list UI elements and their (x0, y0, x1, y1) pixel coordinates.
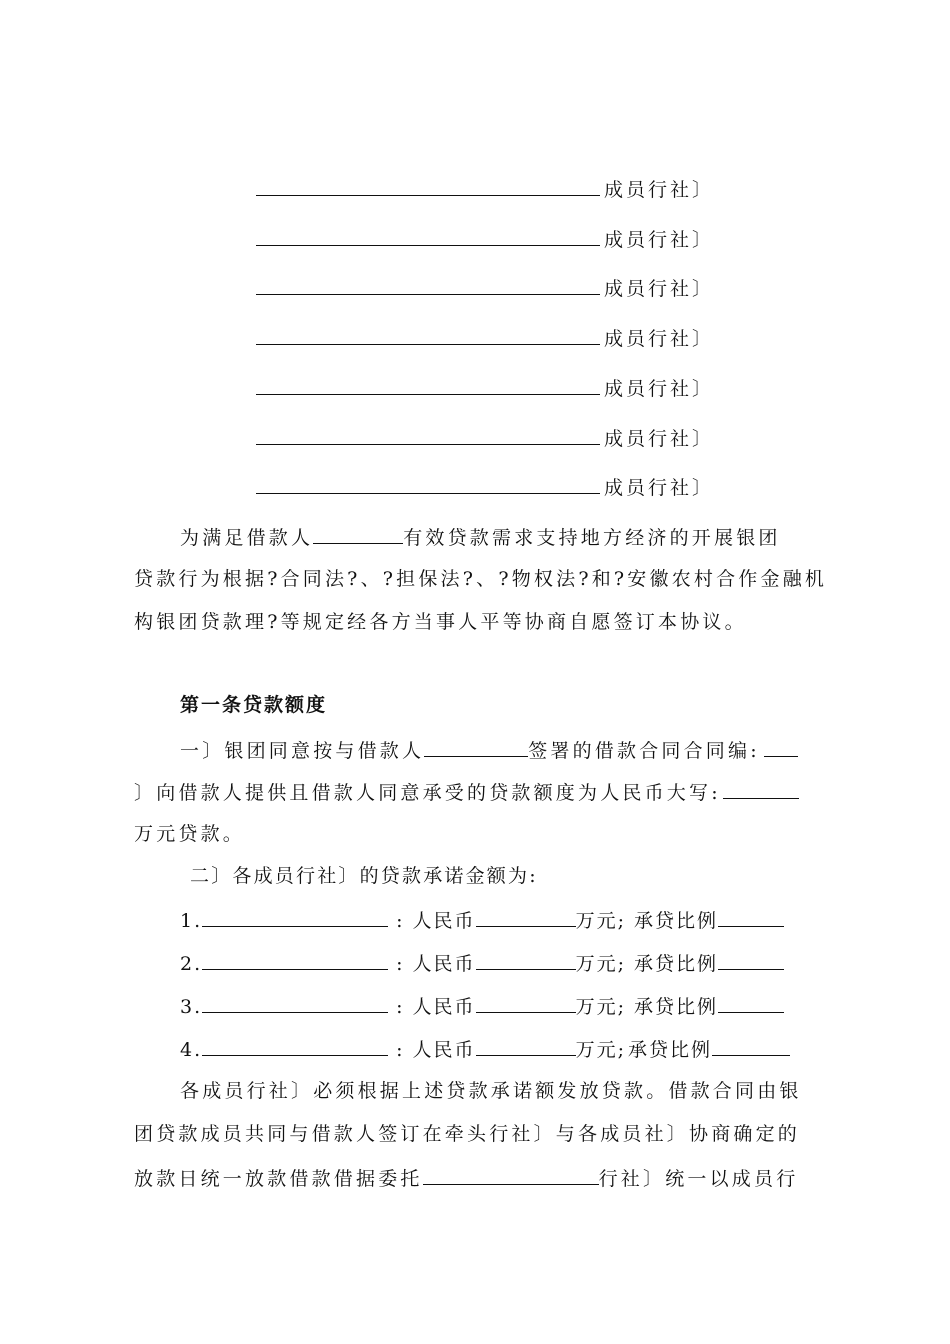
clause-text: 〕向借款人提供且借款人同意承受的贷款额度为人民币大写: (134, 782, 721, 804)
member-line (256, 275, 714, 301)
member-line (256, 176, 714, 202)
member-label: 成员行社〕 (604, 229, 715, 251)
currency-label: 人民币 (412, 910, 476, 932)
member-label: 成员行社〕 (604, 428, 715, 450)
clause-text: 行社〕统一以成员行 (598, 1168, 799, 1190)
ratio-label: 承贷比例 (627, 1039, 712, 1061)
member-name-blank[interactable] (256, 325, 600, 345)
separator: : (396, 1039, 405, 1061)
member-name-blank[interactable] (202, 1036, 388, 1056)
clause-text: 签署的借款合同合同编: (528, 740, 760, 762)
member-line (256, 474, 714, 500)
clause-text: 一〕银团同意按与借款人 (180, 740, 425, 762)
unit-label: 万元; (575, 910, 626, 932)
amount-blank[interactable] (723, 779, 799, 799)
member-name-blank[interactable] (256, 275, 600, 295)
preamble-line-1 (180, 524, 865, 550)
separator: : (396, 953, 405, 975)
separator: : (396, 996, 405, 1018)
preamble-text: 为满足借款人 (180, 527, 314, 549)
member-line (256, 226, 714, 252)
currency-label: 人民币 (412, 953, 476, 975)
member-name-blank[interactable] (256, 375, 600, 395)
ratio-blank[interactable] (712, 1036, 790, 1056)
preamble-line-2: 贷款行为根据?合同法?、?担保法?、?物权法?和?安徽农村合作金融机 (134, 568, 828, 590)
unit-label: 万元; (575, 953, 626, 975)
member-label: 成员行社〕 (604, 378, 715, 400)
amount-blank[interactable] (476, 950, 576, 970)
member-label: 成员行社〕 (604, 179, 715, 201)
member-name-blank[interactable] (256, 176, 600, 196)
allocation-number: 2. (180, 953, 203, 975)
borrower-blank[interactable] (424, 737, 528, 757)
article-1-title: 第一条贷款额度 (180, 694, 328, 716)
currency-label: 人民币 (412, 1039, 476, 1061)
allocation-number: 1. (180, 910, 203, 932)
amount-blank[interactable] (476, 907, 576, 927)
member-line (256, 325, 714, 351)
member-label: 成员行社〕 (604, 477, 715, 499)
borrower-blank[interactable] (313, 524, 403, 544)
separator: : (396, 910, 405, 932)
ratio-label: 承贷比例 (633, 953, 718, 975)
clause-1-line-3: 万元贷款。 (134, 823, 246, 845)
preamble-text: 有效贷款需求支持地方经济的开展银团 (403, 527, 781, 549)
member-line (256, 425, 714, 451)
member-name-blank[interactable] (256, 474, 600, 494)
member-name-blank[interactable] (202, 993, 388, 1013)
member-name-blank[interactable] (256, 425, 600, 445)
preamble-line-3: 构银团贷款理?等规定经各方当事人平等协商自愿签订本协议。 (134, 611, 747, 633)
clause-1-line-2 (134, 779, 819, 805)
clause-1-line-1 (180, 737, 865, 763)
ratio-blank[interactable] (718, 950, 784, 970)
allocation-number: 4. (180, 1039, 203, 1061)
contract-number-blank[interactable] (764, 737, 798, 757)
ratio-label: 承贷比例 (633, 910, 718, 932)
member-label: 成员行社〕 (604, 278, 715, 300)
agent-bank-blank[interactable] (423, 1165, 599, 1185)
ratio-blank[interactable] (718, 993, 784, 1013)
amount-blank[interactable] (476, 1036, 576, 1056)
allocation-row (180, 907, 784, 933)
clause-3-line-2: 团贷款成员共同与借款人签订在牵头行社〕与各成员社〕协商确定的 (134, 1123, 801, 1145)
allocation-number: 3. (180, 996, 203, 1018)
ratio-label: 承贷比例 (633, 996, 718, 1018)
clause-3-line-3 (134, 1165, 819, 1191)
member-name-blank[interactable] (202, 950, 388, 970)
amount-blank[interactable] (476, 993, 576, 1013)
currency-label: 人民币 (412, 996, 476, 1018)
member-name-blank[interactable] (256, 226, 600, 246)
clause-3-line-1: 各成员行社〕必须根据上述贷款承诺额发放贷款。借款合同由银 (180, 1080, 802, 1102)
member-label: 成员行社〕 (604, 328, 715, 350)
member-line (256, 375, 714, 401)
ratio-blank[interactable] (718, 907, 784, 927)
allocation-row (180, 993, 784, 1019)
member-name-blank[interactable] (202, 907, 388, 927)
clause-text: 放款日统一放款借款借据委托 (134, 1168, 423, 1190)
clause-2-intro: 二〕各成员行社〕的贷款承诺金额为: (190, 865, 538, 887)
unit-label: 万元; (575, 1039, 626, 1061)
unit-label: 万元; (575, 996, 626, 1018)
allocation-row (180, 950, 784, 976)
allocation-row (180, 1036, 790, 1062)
